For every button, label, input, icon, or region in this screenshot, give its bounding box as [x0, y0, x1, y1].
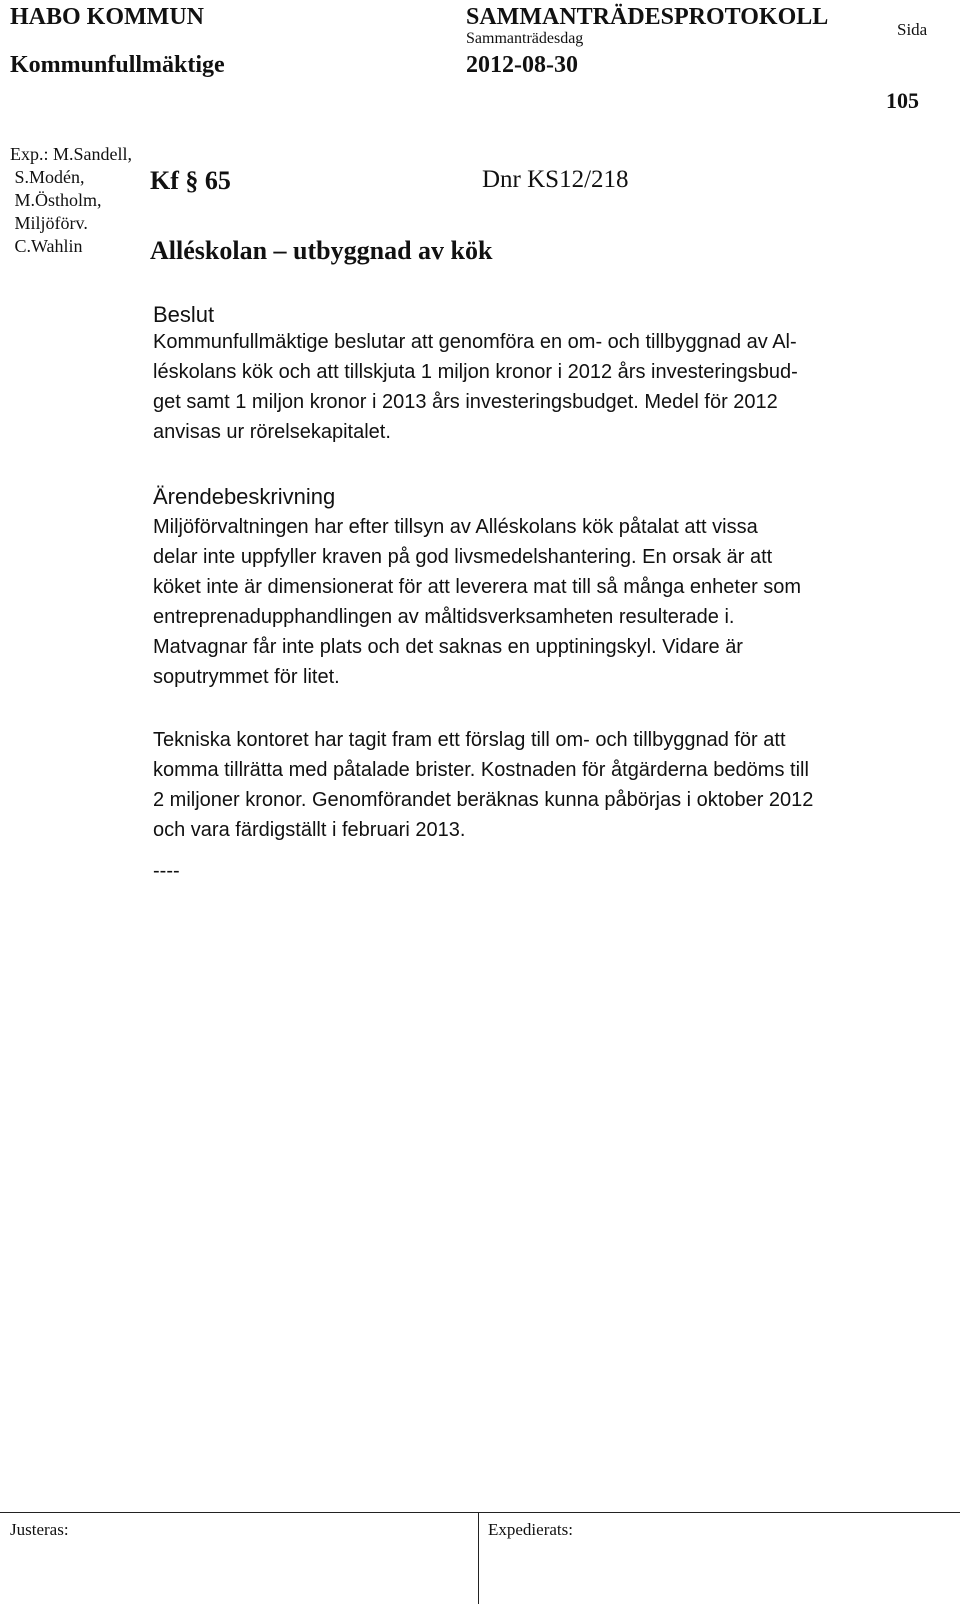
technical-line: Tekniska kontoret har tagit fram ett förslag till om- och tillbyggnad för att: [153, 729, 786, 751]
description-line: Miljöförvaltningen har efter tillsyn av Alléskolans kök påtalat att vissa: [153, 516, 758, 538]
description-line: delar inte uppfyller kraven på god livsmedelshantering. En orsak är att: [153, 546, 773, 568]
technical-line: komma tillrätta med påtalade brister. Kostnaden för åtgärderna bedöms till: [153, 759, 809, 781]
item-title: Alléskolan – utbyggnad av kök: [150, 236, 493, 265]
adjusted-label: Justeras:: [10, 1520, 69, 1539]
distribution-list: Exp.: M.Sandell, S.Modén, M.Östholm, Miljöförv. C.Wahlin: [10, 144, 132, 256]
meeting-date-label: Sammanträdesdag: [466, 30, 584, 47]
technical-line: och vara färdigställt i februari 2013.: [153, 819, 466, 841]
technical-office-text: [153, 725, 813, 845]
description-line: Matvagnar får inte plats och det saknas en upptiningskyl. Vidare är: [153, 636, 743, 658]
description-line: entreprenadupphandlingen av måltidsverksamheten resulterade i.: [153, 606, 735, 628]
dispatched-label: Expedierats:: [488, 1520, 573, 1539]
end-marker: ----: [153, 860, 180, 882]
page-label: Sida: [897, 20, 928, 39]
assembly-name: Kommunfullmäktige: [10, 52, 225, 78]
paragraph-number: Kf § 65: [150, 166, 231, 195]
decision-heading: Beslut: [153, 302, 215, 327]
description-text: [153, 512, 801, 692]
description-heading: Ärendebeskrivning: [153, 484, 336, 509]
technical-line: 2 miljoner kronor. Genomförandet beräknas kunna påbörjas i oktober 2012: [153, 789, 814, 811]
case-number: Dnr KS12/218: [482, 166, 629, 193]
decision-line: léskolans kök och att tillskjuta 1 miljon kronor i 2012 års investeringsbud-: [153, 361, 798, 383]
meeting-date: 2012-08-30: [466, 52, 578, 78]
decision-line: get samt 1 miljon kronor i 2013 års investeringsbudget. Medel för 2012: [153, 391, 778, 413]
document-type: SAMMANTRÄDESPROTOKOLL: [466, 4, 829, 30]
description-line: soputrymmet för litet.: [153, 666, 340, 688]
organization-name: HABO KOMMUN: [10, 4, 204, 30]
decision-line: anvisas ur rörelsekapitalet.: [153, 421, 391, 443]
decision-line: Kommunfullmäktige beslutar att genomföra en om- och tillbyggnad av Al-: [153, 331, 797, 353]
page-number: 105: [886, 88, 919, 113]
description-line: köket inte är dimensionerat för att leverera mat till så många enheter som: [153, 576, 802, 598]
footer-column-divider: [478, 1512, 479, 1604]
decision-text: [153, 327, 798, 447]
footer-divider: [0, 1512, 960, 1513]
